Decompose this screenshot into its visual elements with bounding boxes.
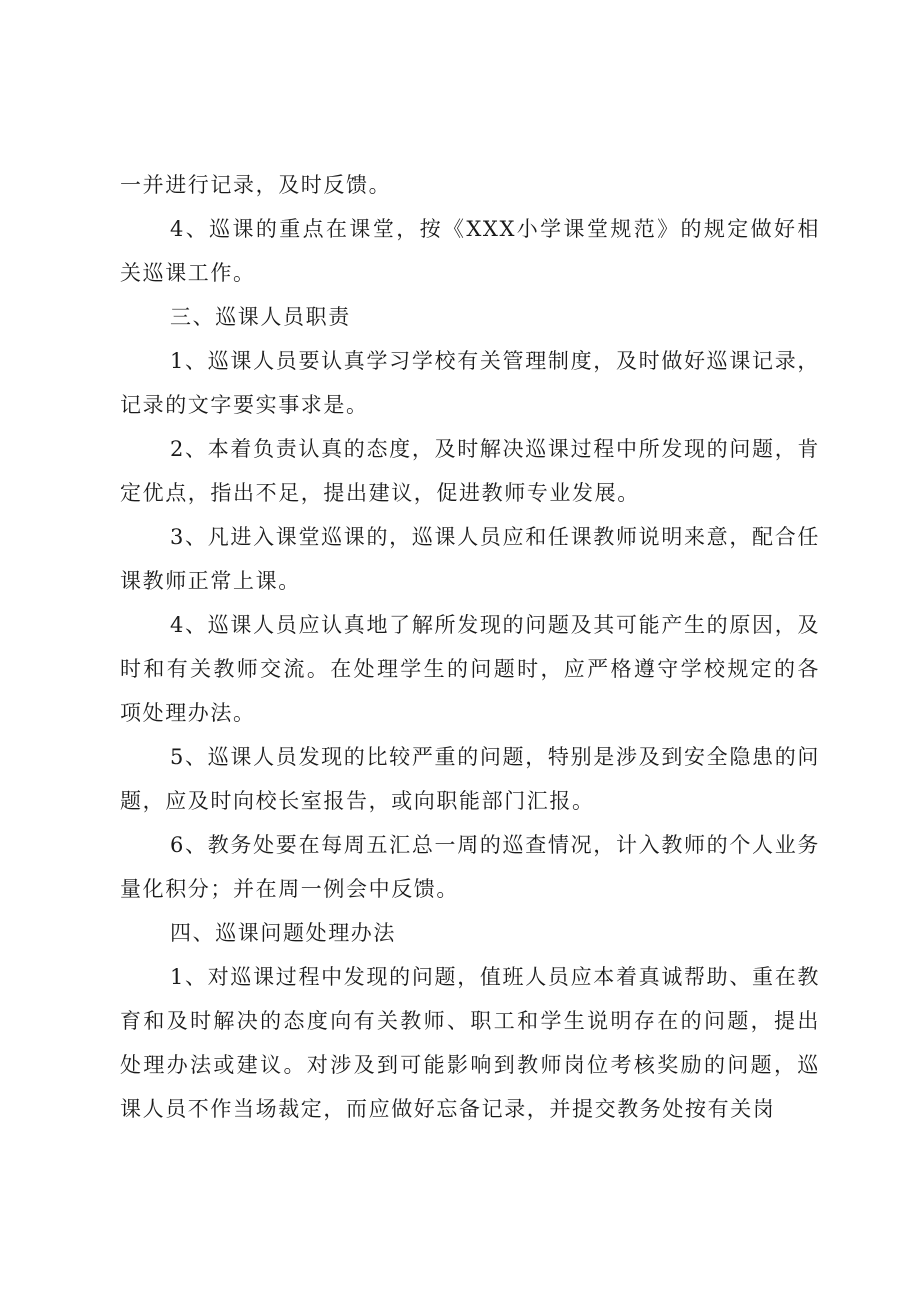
section-heading-duties: 三、巡课人员职责 <box>170 305 351 329</box>
paragraph-handling-1: 1、对巡课过程中发现的问题，值班人员应本着真诚帮助、重在教育和及时解决的态度向有关教师、职工和学生说明存在的问题，提出处理办法或建议。对涉及到可能影响到教师岗位考核奖励的问题，巡课人员不作当场裁定，而应做好忘备记录，并提交教务处按有关岗 <box>120 965 820 1121</box>
paragraph-duty-3: 3、凡进入课堂巡课的，巡课人员应和任课教师说明来意，配合任课教师正常上课。 <box>120 525 820 593</box>
paragraph-continuation: 一并进行记录，及时反馈。 <box>120 173 392 197</box>
paragraph-duty-1: 1、巡课人员要认真学习学校有关管理制度，及时做好巡课记录，记录的文字要实事求是。 <box>120 349 820 417</box>
paragraph-duty-2: 2、本着负责认真的态度，及时解决巡课过程中所发现的问题，肯定优点，指出不足，提出建议，促进教师专业发展。 <box>120 437 820 505</box>
paragraph-duty-5: 5、巡课人员发现的比较严重的问题，特别是涉及到安全隐患的问题，应及时向校长室报告，或向职能部门汇报。 <box>120 745 820 813</box>
paragraph-duty-4: 4、巡课人员应认真地了解所发现的问题及其可能产生的原因，及时和有关教师交流。在处理学生的问题时，应严格遵守学校规定的各项处理办法。 <box>120 613 820 725</box>
section-heading-handling: 四、巡课问题处理办法 <box>170 921 396 945</box>
paragraph-item-4-focus: 4、巡课的重点在课堂，按《XXX小学课堂规范》的规定做好相关巡课工作。 <box>120 217 820 285</box>
paragraph-duty-6: 6、教务处要在每周五汇总一周的巡查情况，计入教师的个人业务量化积分；并在周一例会中反馈。 <box>120 833 820 901</box>
document-body <box>120 163 820 1131</box>
